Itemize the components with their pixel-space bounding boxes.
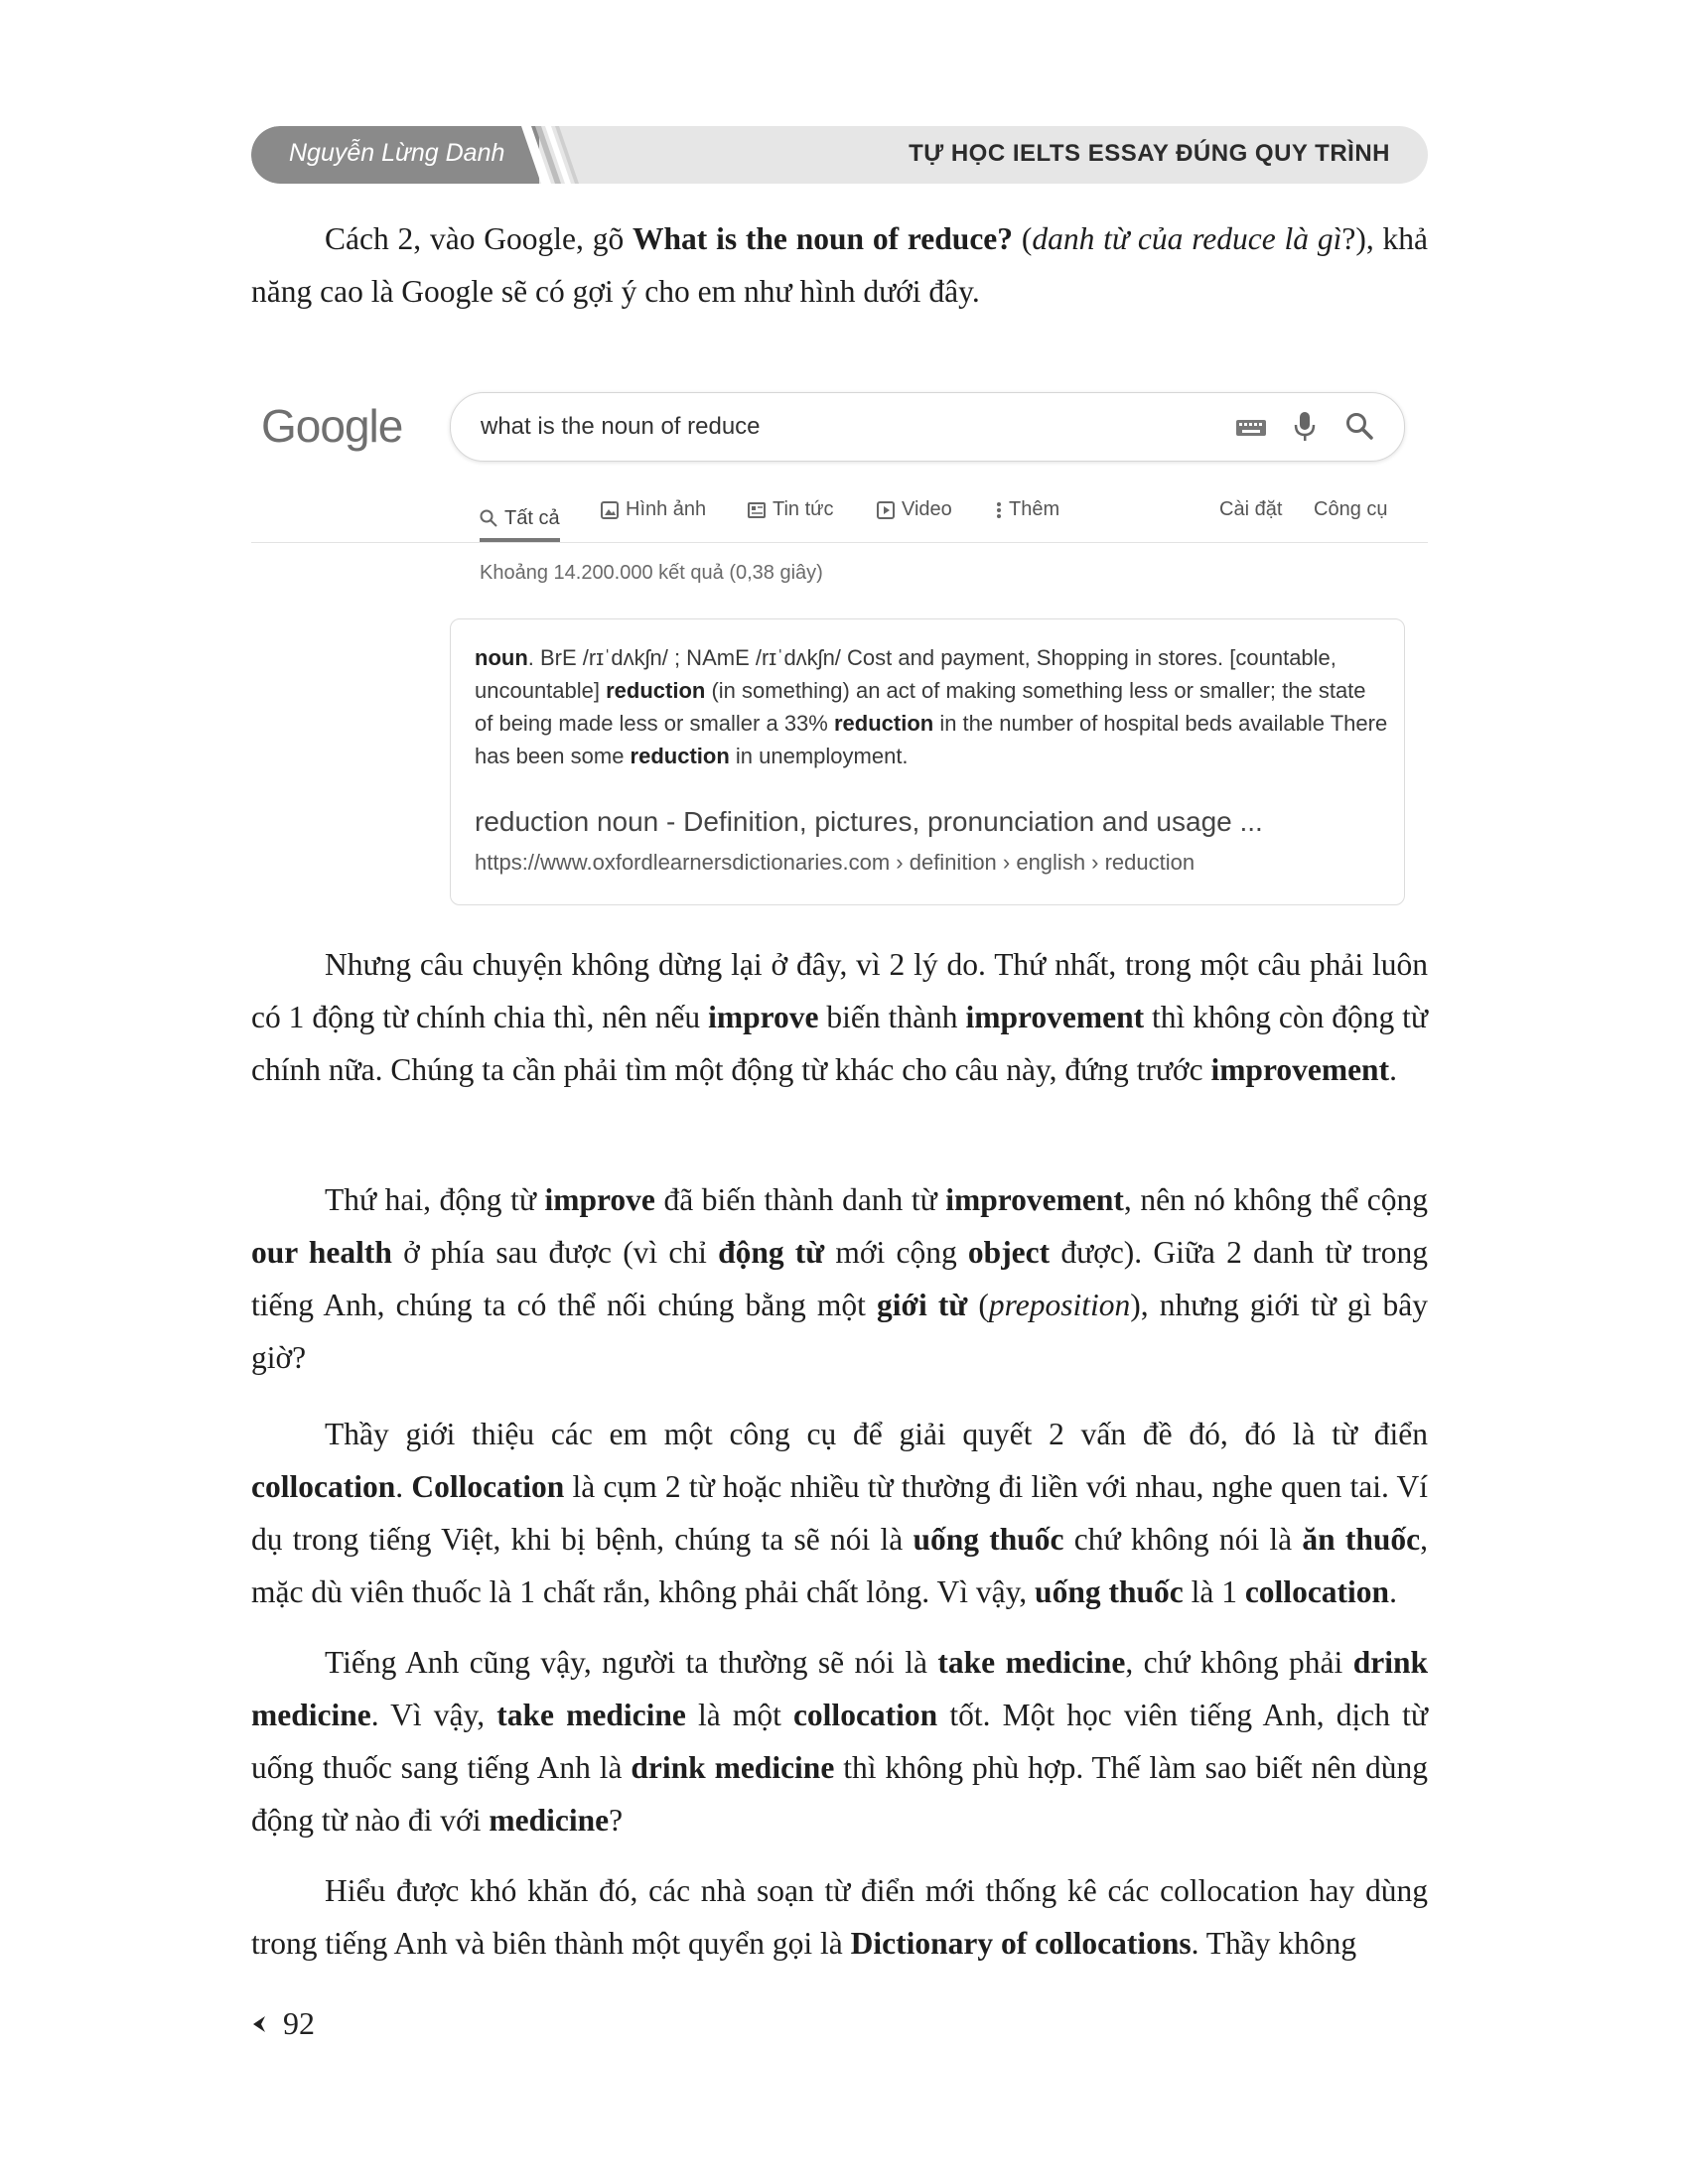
featured-snippet-card (450, 618, 1405, 905)
paragraph-4: Tiếng Anh cũng vậy, người ta thường sẽ nói là take medicine, chứ không phải drink medicine. Vì vậy, take medicine là một collocation tốt. Một học viên tiếng Anh, dịch từ uống thuốc sang tiếng Anh là drink medicine thì không phù hợp. Thế làm sao biết nên dùng động từ nào đi với medicine? (251, 1645, 1428, 1838)
tab-tools[interactable]: Công cụ (1314, 498, 1388, 520)
header-author: Nguyễn Lừng Danh (289, 139, 505, 167)
search-query[interactable]: what is the noun of reduce (481, 413, 761, 440)
result-url[interactable]: https://www.oxfordlearnersdictionaries.com › definition › english › reduction (475, 850, 1196, 875)
search-icon (480, 509, 497, 527)
page-number: 92 (283, 2005, 315, 2041)
keyboard-icon[interactable] (1235, 419, 1267, 442)
result-count: Khoảng 14.200.000 kết quả (0,38 giây) (480, 562, 823, 584)
microphone-icon[interactable] (1293, 411, 1317, 448)
result-title-link[interactable]: reduction noun - Definition, pictures, pronunciation and usage ... (475, 806, 1263, 837)
google-search-screenshot (251, 377, 1428, 913)
header-stripes-decoration (521, 126, 581, 184)
video-icon (877, 501, 895, 519)
running-header (251, 126, 1428, 184)
definition-text: noun. BrE /rɪˈdʌkʃn/ ; NAmE /rɪˈdʌkʃn/ Cost and payment, Shopping in stores. [countable, uncountable] reduction (in something) an act of making something less or smaller; the state of being made less or smaller a 33% reduction in the number of hospital beds available There has been some reduction in unemployment. (475, 645, 1388, 768)
header-author-band (251, 126, 539, 184)
search-tabs (251, 494, 1428, 543)
tab-all[interactable]: Tất cả (480, 498, 560, 542)
paragraph-1: Nhưng câu chuyện không dừng lại ở đây, vì 2 lý do. Thứ nhất, trong một câu phải luôn có 1 động từ chính chia thì, nên nếu improve biến thành improvement thì không còn động từ chính nữa. Chúng ta cần phải tìm một động từ khác cho câu này, đứng trước improvement. (251, 947, 1429, 1087)
tab-news[interactable]: Tin tức (748, 498, 834, 521)
paragraph-3: Thầy giới thiệu các em một công cụ để giải quyết 2 vấn đề đó, đó là từ điển collocation. Collocation là cụm 2 từ hoặc nhiều từ thường đi liền với nhau, nghe quen tai. Ví dụ trong tiếng Việt, khi bị bệnh, chúng ta sẽ nói là uống thuốc chứ không nói là ăn thuốc, mặc dù viên thuốc là 1 chất rắn, không phải chất lỏng. Vì vậy, uống thuốc là 1 collocation. (251, 1417, 1429, 1609)
intro-paragraph: Cách 2, vào Google, gõ What is the noun of reduce? (danh từ của reduce là gì?), khả năng cao là Google sẽ có gợi ý cho em như hình dưới đây. (251, 221, 1429, 309)
paragraph-2: Thứ hai, động từ improve đã biến thành danh từ improvement, nên nó không thể cộng our health ở phía sau được (vì chỉ động từ mới cộng object được). Giữa 2 danh từ trong tiếng Anh, chúng ta có thể nối chúng bằng một giới từ (preposition), nhưng giới từ gì bây giờ? (251, 1182, 1429, 1375)
tab-more[interactable]: Thêm (996, 498, 1059, 521)
triangle-left-icon (251, 2014, 267, 2034)
google-logo: Google (261, 400, 403, 452)
news-icon (748, 502, 766, 518)
tab-video[interactable]: Video (877, 498, 952, 521)
tab-settings[interactable]: Cài đặt (1219, 498, 1283, 520)
header-book-title: TỰ HỌC IELTS ESSAY ĐÚNG QUY TRÌNH (909, 140, 1390, 167)
tab-images[interactable]: Hình ảnh (601, 498, 706, 521)
image-icon (601, 501, 619, 519)
search-box[interactable] (450, 392, 1405, 462)
search-icon[interactable] (1344, 411, 1374, 446)
more-vertical-icon (996, 501, 1002, 519)
paragraph-5: Hiểu được khó khăn đó, các nhà soạn từ điển mới thống kê các collocation hay dùng trong tiếng Anh và biên thành một quyển gọi là Dictionary of collocations. Thầy không (251, 1873, 1428, 1961)
page-footer (251, 2005, 315, 2042)
